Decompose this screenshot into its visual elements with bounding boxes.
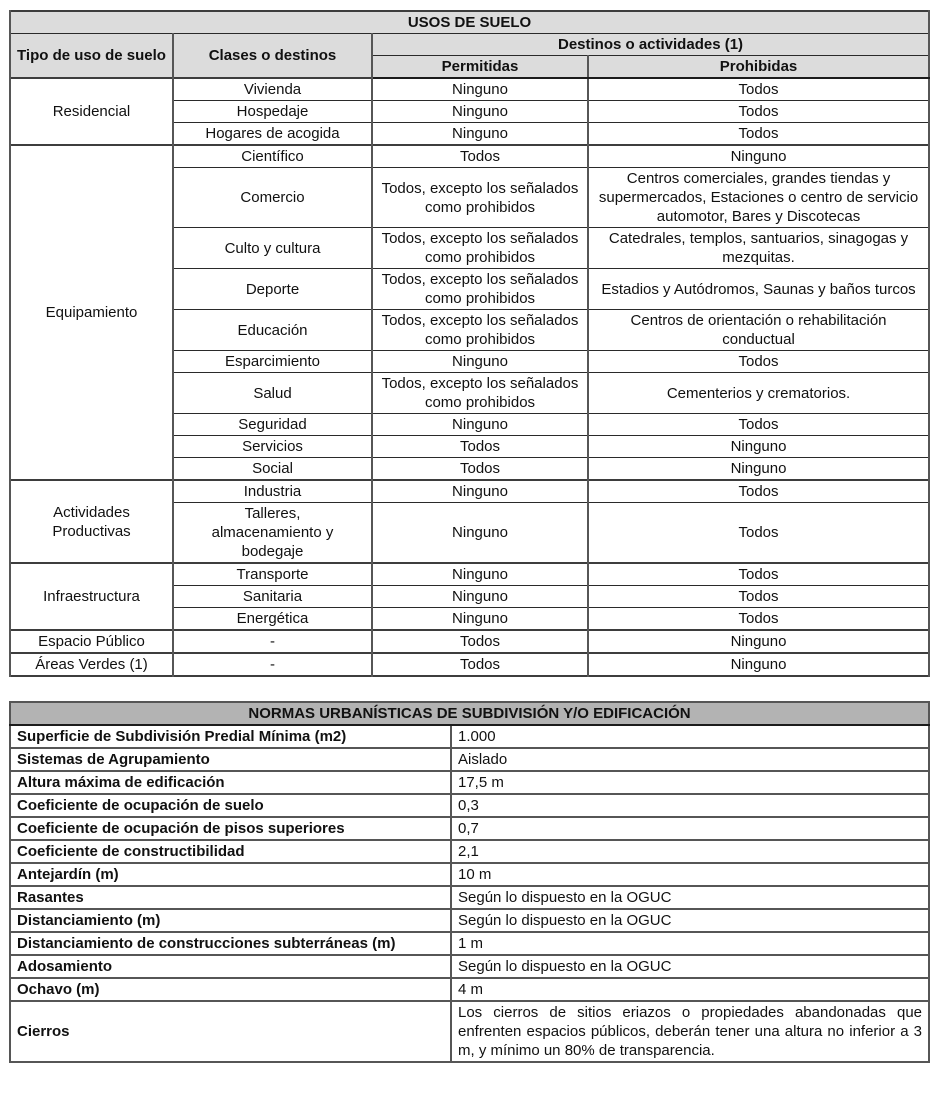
cell-clase: Industria — [173, 480, 372, 503]
cell-permitidas: Todos, excepto los señalados como prohibidos — [372, 228, 588, 269]
cell-permitidas: Todos — [372, 145, 588, 168]
column-header-prohibidas: Prohibidas — [588, 56, 929, 79]
cell-tipo-areas-verdes: Áreas Verdes (1) — [10, 653, 173, 676]
cell-permitidas: Ninguno — [372, 608, 588, 631]
cell-clase: Científico — [173, 145, 372, 168]
cell-clase: Esparcimiento — [173, 351, 372, 373]
table-row — [10, 886, 929, 909]
cell-clase: Culto y cultura — [173, 228, 372, 269]
norm-label: Ochavo (m) — [10, 978, 451, 1001]
cell-prohibidas: Todos — [588, 480, 929, 503]
norm-label: Coeficiente de ocupación de pisos superiores — [10, 817, 451, 840]
cell-clase: Salud — [173, 373, 372, 414]
cell-prohibidas: Todos — [588, 608, 929, 631]
norm-value: Según lo dispuesto en la OGUC — [451, 909, 929, 932]
table-row — [10, 480, 929, 503]
table-row — [10, 725, 929, 748]
table-title-row — [10, 702, 929, 725]
table-row — [10, 932, 929, 955]
cell-prohibidas: Todos — [588, 563, 929, 586]
table-row — [10, 909, 929, 932]
cell-prohibidas: Ninguno — [588, 630, 929, 653]
cell-permitidas: Ninguno — [372, 78, 588, 101]
norm-label: Distanciamiento de construcciones subterráneas (m) — [10, 932, 451, 955]
table-row — [10, 1001, 929, 1062]
table-row — [10, 630, 929, 653]
cell-permitidas: Todos, excepto los señalados como prohibidos — [372, 310, 588, 351]
cell-permitidas: Todos, excepto los señalados como prohibidos — [372, 168, 588, 228]
norm-label: Superficie de Subdivisión Predial Mínima (m2) — [10, 725, 451, 748]
cell-clase: Talleres, almacenamiento y bodegaje — [173, 503, 372, 564]
norm-label: Distanciamiento (m) — [10, 909, 451, 932]
cell-clase: Servicios — [173, 436, 372, 458]
land-use-table — [9, 10, 930, 677]
cell-clase: Energética — [173, 608, 372, 631]
norm-value: 1 m — [451, 932, 929, 955]
cell-clase: - — [173, 653, 372, 676]
column-header-permitidas: Permitidas — [372, 56, 588, 79]
cell-clase: Deporte — [173, 269, 372, 310]
table-row — [10, 563, 929, 586]
cell-prohibidas: Cementerios y crematorios. — [588, 373, 929, 414]
table-row — [10, 748, 929, 771]
urban-norms-table-title: NORMAS URBANÍSTICAS DE SUBDIVISIÓN Y/O EDIFICACIÓN — [10, 702, 929, 725]
cell-permitidas: Ninguno — [372, 351, 588, 373]
norm-label: Rasantes — [10, 886, 451, 909]
norm-label: Coeficiente de constructibilidad — [10, 840, 451, 863]
cell-permitidas: Todos, excepto los señalados como prohibidos — [372, 269, 588, 310]
table-row — [10, 955, 929, 978]
norm-label: Sistemas de Agrupamiento — [10, 748, 451, 771]
cell-prohibidas: Todos — [588, 586, 929, 608]
urban-norms-table — [9, 701, 930, 1063]
cell-prohibidas: Centros comerciales, grandes tiendas y supermercados, Estaciones o centro de servicio automotor, Bares y Discotecas — [588, 168, 929, 228]
table-row — [10, 771, 929, 794]
cell-prohibidas: Ninguno — [588, 458, 929, 481]
norm-value: 2,1 — [451, 840, 929, 863]
cell-tipo-equipamiento: Equipamiento — [10, 145, 173, 480]
cell-permitidas: Ninguno — [372, 480, 588, 503]
column-header-destinos: Destinos o actividades (1) — [372, 34, 929, 56]
cell-permitidas: Ninguno — [372, 101, 588, 123]
table-row — [10, 78, 929, 101]
cell-permitidas: Todos — [372, 630, 588, 653]
norm-value: 17,5 m — [451, 771, 929, 794]
cell-clase: Social — [173, 458, 372, 481]
cell-permitidas: Todos — [372, 653, 588, 676]
cell-prohibidas: Todos — [588, 101, 929, 123]
cell-clase: Seguridad — [173, 414, 372, 436]
norm-value: Los cierros de sitios eriazos o propiedades abandonadas que enfrenten espacios públicos, deberán tener una altura no inferior a 3 m, y mínimo un 80% de transparencia. — [451, 1001, 929, 1062]
cell-prohibidas: Catedrales, templos, santuarios, sinagogas y mezquitas. — [588, 228, 929, 269]
table-row — [10, 145, 929, 168]
cell-permitidas: Ninguno — [372, 123, 588, 146]
table-row — [10, 863, 929, 886]
cell-prohibidas: Todos — [588, 78, 929, 101]
norm-value: Según lo dispuesto en la OGUC — [451, 955, 929, 978]
cell-prohibidas: Centros de orientación o rehabilitación conductual — [588, 310, 929, 351]
cell-clase: Hogares de acogida — [173, 123, 372, 146]
norm-value: 0,3 — [451, 794, 929, 817]
table-row — [10, 817, 929, 840]
cell-permitidas: Ninguno — [372, 563, 588, 586]
land-use-table-title: USOS DE SUELO — [10, 11, 929, 34]
cell-clase: Vivienda — [173, 78, 372, 101]
norm-label: Antejardín (m) — [10, 863, 451, 886]
cell-permitidas: Ninguno — [372, 414, 588, 436]
table-header-row — [10, 34, 929, 56]
norm-value: Según lo dispuesto en la OGUC — [451, 886, 929, 909]
cell-permitidas: Todos — [372, 458, 588, 481]
cell-prohibidas: Ninguno — [588, 436, 929, 458]
norm-label: Cierros — [10, 1001, 451, 1062]
cell-prohibidas: Todos — [588, 503, 929, 564]
cell-prohibidas: Todos — [588, 123, 929, 146]
norm-value: 0,7 — [451, 817, 929, 840]
norm-value: 10 m — [451, 863, 929, 886]
column-header-tipo: Tipo de uso de suelo — [10, 34, 173, 79]
cell-permitidas: Ninguno — [372, 586, 588, 608]
norm-label: Coeficiente de ocupación de suelo — [10, 794, 451, 817]
cell-prohibidas: Todos — [588, 351, 929, 373]
cell-clase: Transporte — [173, 563, 372, 586]
norm-value: 1.000 — [451, 725, 929, 748]
cell-tipo-infraestructura: Infraestructura — [10, 563, 173, 630]
cell-clase: Sanitaria — [173, 586, 372, 608]
cell-tipo-espacio-publico: Espacio Público — [10, 630, 173, 653]
cell-tipo-residencial: Residencial — [10, 78, 173, 145]
cell-clase: Educación — [173, 310, 372, 351]
cell-clase: - — [173, 630, 372, 653]
table-row — [10, 653, 929, 676]
cell-permitidas: Todos, excepto los señalados como prohibidos — [372, 373, 588, 414]
table-row — [10, 794, 929, 817]
cell-prohibidas: Todos — [588, 414, 929, 436]
norm-value: 4 m — [451, 978, 929, 1001]
cell-clase: Hospedaje — [173, 101, 372, 123]
cell-prohibidas: Ninguno — [588, 145, 929, 168]
cell-permitidas: Todos — [372, 436, 588, 458]
table-title-row — [10, 11, 929, 34]
table-row — [10, 978, 929, 1001]
cell-tipo-actividades-productivas: Actividades Productivas — [10, 480, 173, 563]
cell-clase: Comercio — [173, 168, 372, 228]
norm-value: Aislado — [451, 748, 929, 771]
table-row — [10, 840, 929, 863]
cell-prohibidas: Ninguno — [588, 653, 929, 676]
norm-label: Altura máxima de edificación — [10, 771, 451, 794]
norm-label: Adosamiento — [10, 955, 451, 978]
cell-prohibidas: Estadios y Autódromos, Saunas y baños turcos — [588, 269, 929, 310]
column-header-clases: Clases o destinos — [173, 34, 372, 79]
cell-permitidas: Ninguno — [372, 503, 588, 564]
